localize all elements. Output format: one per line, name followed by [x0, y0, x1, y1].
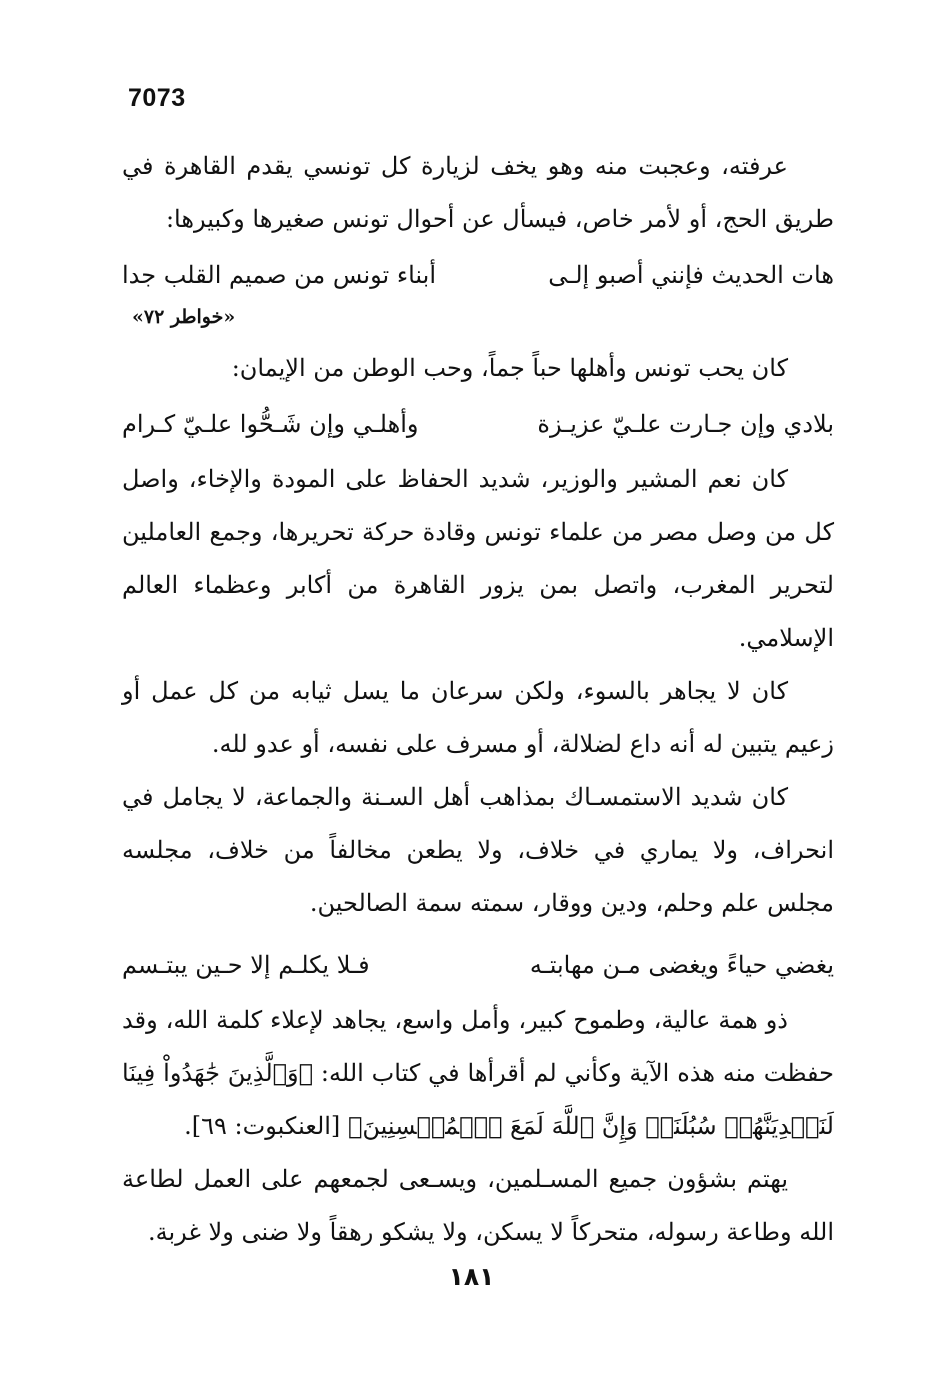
paragraph-7: يهتم بشؤون جميع المسـلمين، ويسـعى لجمعهم على العمل لطاعة الله وطاعة رسوله، متحركاً لا يسكن، ولا يشكو رهقاً ولا ضنى ولا غربة.: [122, 1165, 834, 1246]
quran-citation: [العنكبوت: ٦٩].: [184, 1112, 341, 1140]
paragraph-6-intro: ذو همة عالية، وطموح كبير، وأمل واسع، يجاهد لإعلاء كلمة الله، وقد حفظت منه هذه الآية وكأني لم أقرأها في كتاب الله:: [122, 1006, 834, 1087]
verse-1-second-hemistich: أبناء تونس من صميم القلب جدا: [122, 261, 437, 289]
verse-2-first-hemistich: بلادي وإن جـارت علـيّ عزيـزة: [537, 410, 834, 438]
verse-3-first-hemistich: يغضي حياءً ويغضى مـن مهابتـه: [529, 951, 834, 979]
verse-attribution: «خواطر ٧٢»: [132, 306, 236, 328]
paragraph-3: كان نعم المشير والوزير، شديد الحفاظ على المودة والإخاء، واصل كل من وصل مصر من علماء تونس وقادة حركة تحريرها، وجمع العاملين لتحرير المغرب، واتصل بمن يزور القاهرة من أكابر وعظماء العالم الإسلامي.: [122, 465, 834, 652]
paragraph-6: [122, 994, 834, 1153]
page-id: 7073: [128, 84, 186, 112]
paragraph-2: كان يحب تونس وأهلها حباً جماً، وحب الوطن من الإيمان:: [231, 354, 788, 382]
verse-2: [122, 395, 834, 453]
verse-2-second-hemistich: وأهلـي وإن شَـحُّوا علـيّ كـرام: [122, 410, 419, 438]
paragraph-5: كان شديد الاستمسـاك بمذاهب أهل السـنة والجماعة، لا يجامل في انحراف، ولا يماري في خلاف، ولا يطعن مخالفاً من خلاف، مجلسه مجلس علم وحلم، ودين ووقار، سمته سمة الصالحين.: [122, 783, 834, 917]
verse-1: [122, 246, 834, 304]
quran-verse: ﴿وَٱلَّذِينَ جَٰهَدُواْ فِينَا لَنَهۡدِيَنَّهُمۡ سُبُلَنَاۚ وَإِنَّ ٱللَّهَ لَمَعَ ٱلۡمُحۡسِنِينَ﴾: [122, 1059, 834, 1140]
page-number: ١٨١: [448, 1262, 495, 1291]
paragraph-4: كان لا يجاهر بالسوء، ولكن سرعان ما يسل ثيابه من كل عمل أو زعيم يتبين له أنه داع لضلالة، أو مسرف على نفسه، أو عدو لله.: [122, 677, 834, 758]
verse-3: [122, 936, 834, 994]
verse-1-first-hemistich: هات الحديث فإنني أصبو إلـى: [548, 261, 834, 289]
verse-3-second-hemistich: فـلا يكلـم إلا حـين يبتـسم: [122, 951, 370, 979]
paragraph-1: عرفته، وعجبت منه وهو يخف لزيارة كل تونسي يقدم القاهرة في طريق الحج، أو لأمر خاص، فيسأل عن أحوال تونس صغيرها وكبيرها:: [122, 152, 834, 233]
page-content: [122, 140, 834, 1259]
